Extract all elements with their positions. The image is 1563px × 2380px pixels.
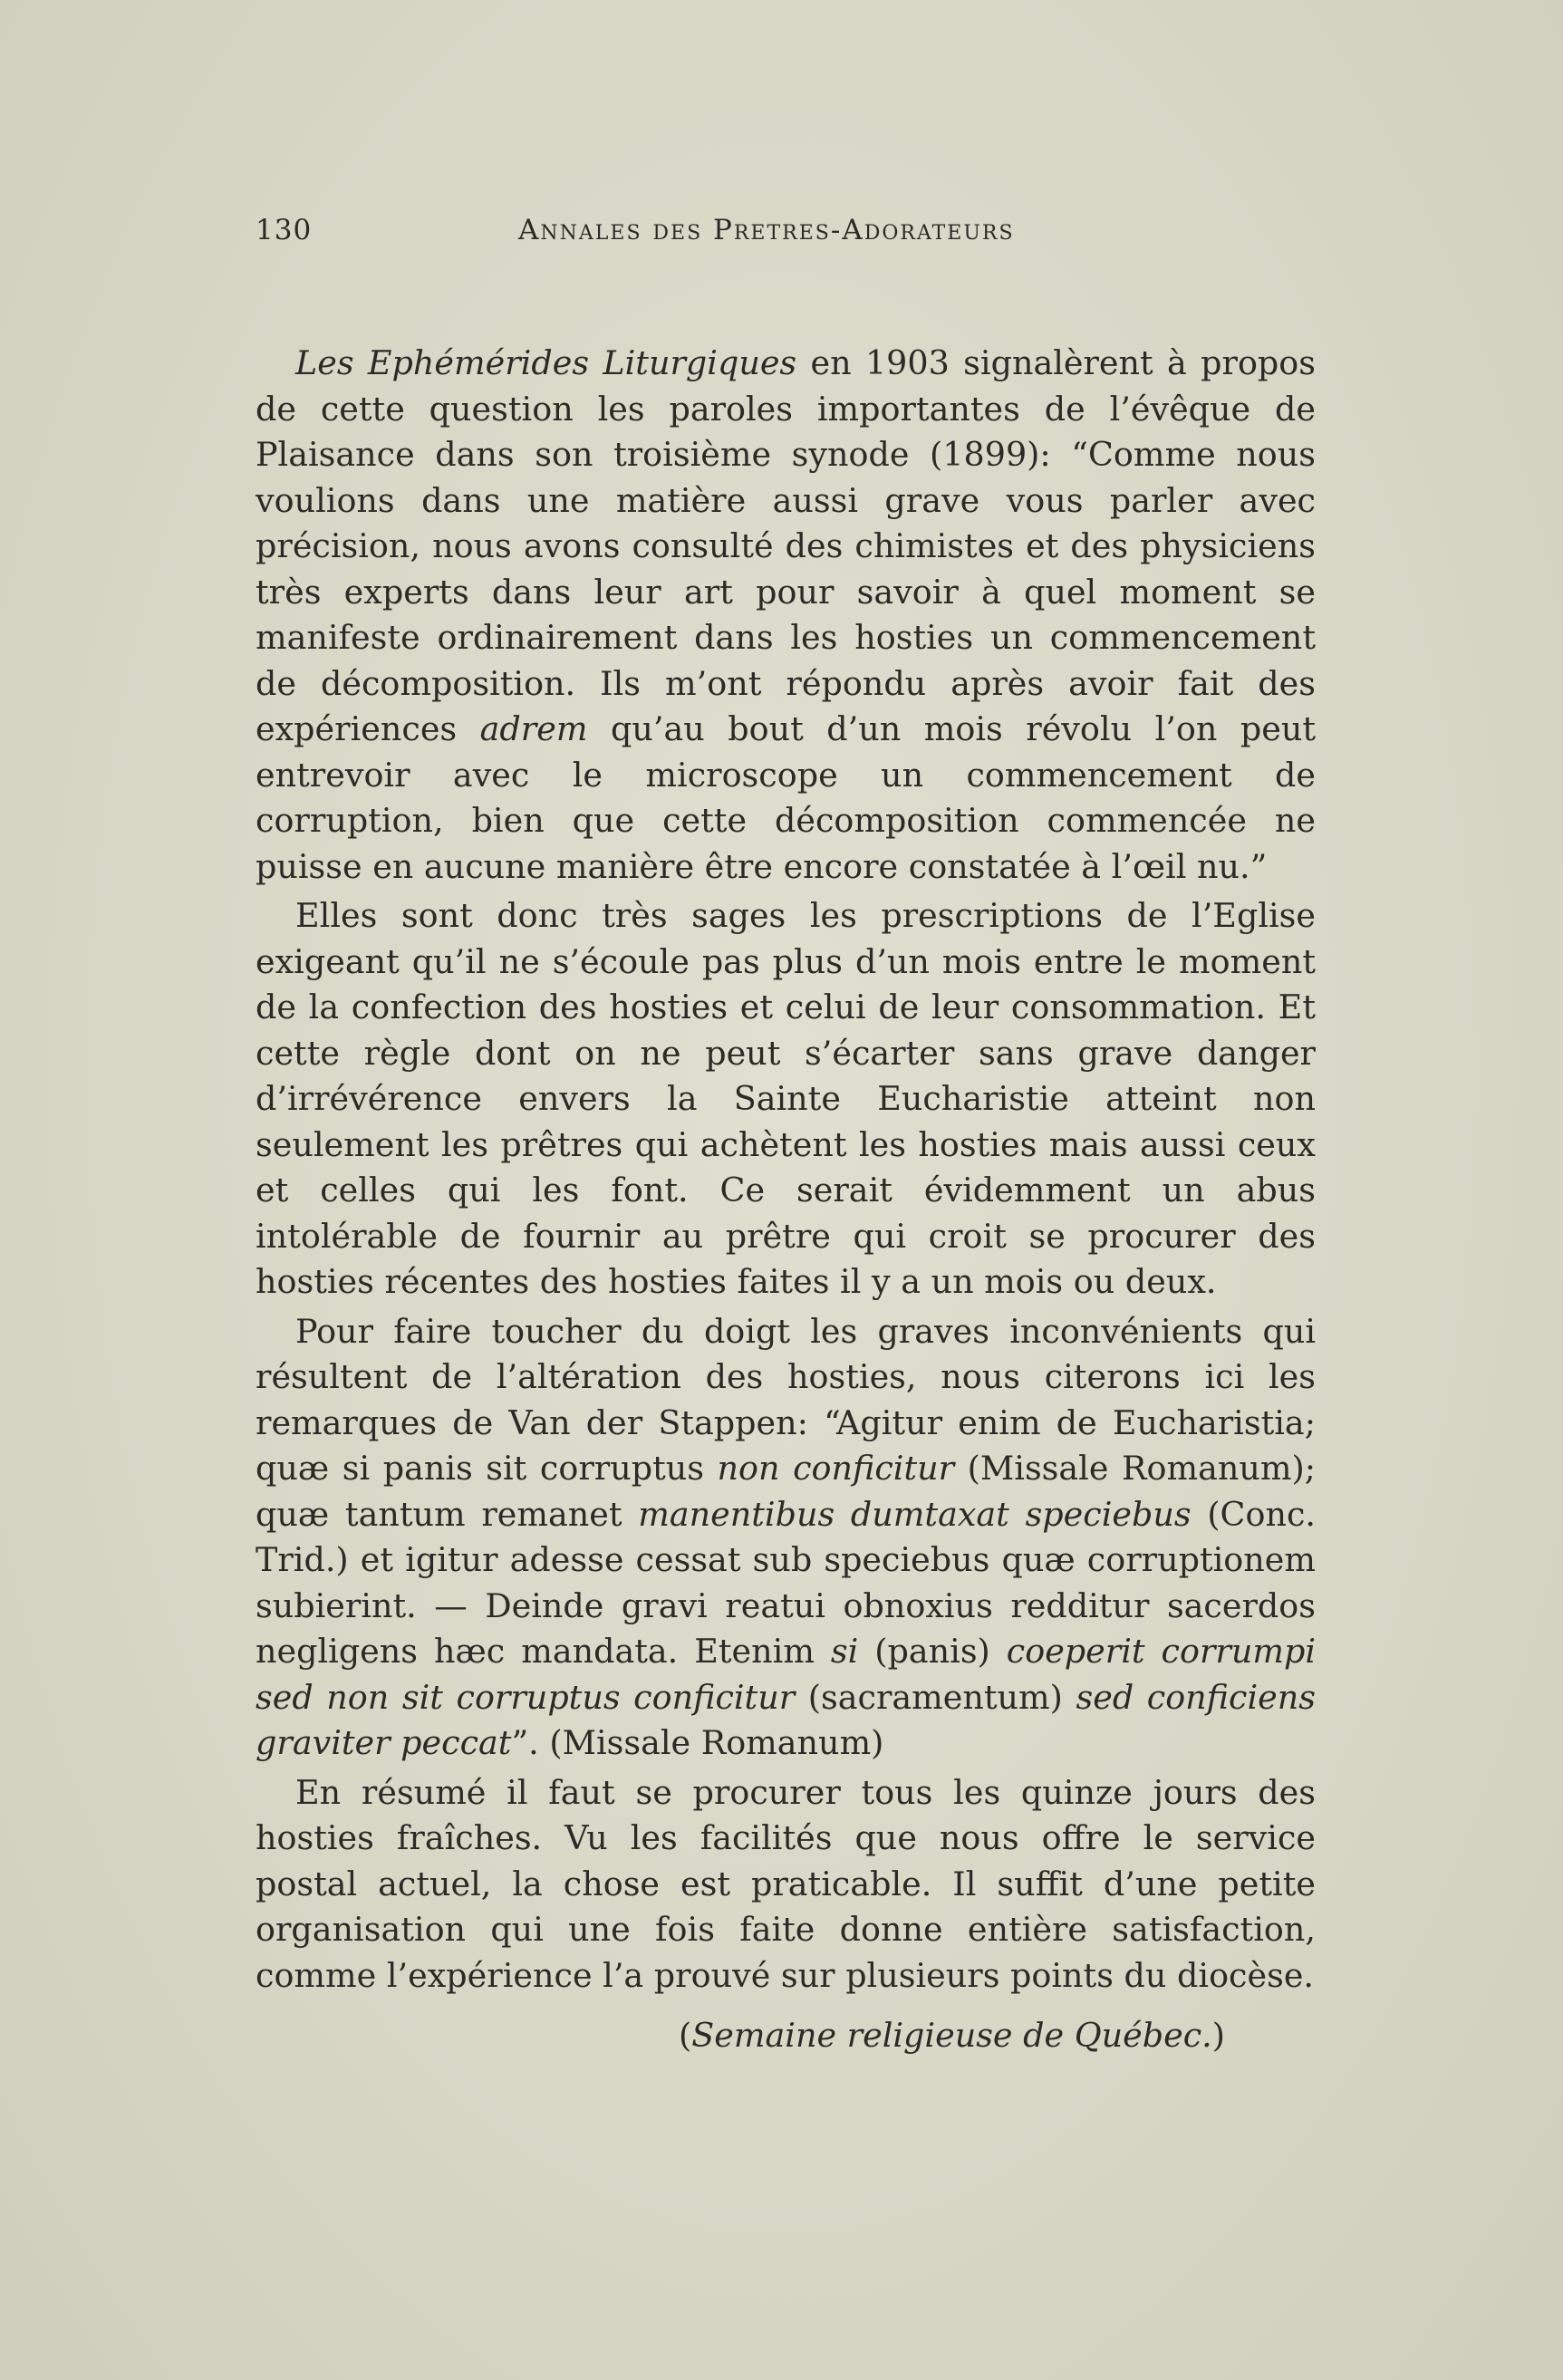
running-head: Annales des Pretres-Adorateurs bbox=[518, 214, 1015, 246]
text-segment: ”. (Missale Romanum) bbox=[511, 1723, 884, 1762]
text-segment: (panis) bbox=[858, 1632, 1007, 1671]
text-segment: coeperit corrumpi sed non sit corruptus conficitur bbox=[256, 1632, 1316, 1717]
paragraph-3 bbox=[256, 1309, 1316, 1767]
page-number: 130 bbox=[256, 214, 313, 246]
text-segment: (Missale Romanum); quæ tantum remanet bbox=[256, 1449, 1316, 1534]
text-segment: non conficitur bbox=[717, 1449, 955, 1488]
text-segment: en 1903 signalèrent à propos de cette question les paroles importantes de l’évêque de Plaisance dans son troisième synode (1899): “Comme nous voulions dans une matière aussi grave vous parler avec précision, nous avons consulté des chimistes et des physiciens très experts dans leur art pour savoir à quel moment se manifeste ordinairement dans les hosties un commencement de décomposition. Ils m’ont répondu après avoir fait des expériences bbox=[256, 343, 1316, 748]
text-segment: si bbox=[830, 1632, 859, 1671]
text-segment: qu’au bout d’un mois révolu l’on peut entrevoir avec le microscope un commencement de corruption, bien que cette décomposition commencée ne puisse en aucune manière être encore constatée à l’œil nu.” bbox=[256, 709, 1316, 886]
paragraph-4 bbox=[256, 1770, 1316, 1999]
text-segment: Elles sont donc très sages les prescriptions de l’Eglise exigeant qu’il ne s’écoule pas plus d’un mois entre le moment de la confection des hosties et celui de leur consommation. Et cette règle dont on ne peut s’écarter sans grave danger d’irrévérence envers la Sainte Eucharistie atteint non seulement les prêtres qui achètent les hosties mais aussi ceux et celles qui les font. Ce serait évidemment un abus intolérable de fournir au prêtre qui croit se procurer des hosties récentes des hosties faites il y a un mois ou deux. bbox=[256, 896, 1316, 1301]
text-segment: manentibus dumtaxat speciebus bbox=[638, 1494, 1192, 1534]
text-segment: Les Ephémérides Liturgiques bbox=[295, 343, 797, 382]
body-text bbox=[256, 341, 1316, 2059]
source-citation bbox=[256, 2013, 1316, 2059]
text-segment: (Conc. Trid.) et igitur adesse cessat sub speciebus quæ corruptionem subierint. — Deinde gravi reatui obnoxius redditur sacerdos negligens hæc mandata. Etenim bbox=[256, 1494, 1317, 1671]
text-segment: (sacramentum) bbox=[795, 1677, 1076, 1717]
text-segment: adrem bbox=[479, 709, 588, 748]
paragraph-1 bbox=[256, 341, 1316, 890]
text-segment: En résumé il faut se procurer tous les quinze jours des hosties fraîches. Vu les facilités que nous offre le service postal actuel, la chose est praticable. Il suffit d’une petite organisation qui une fois faite donne entière satisfaction, comme l’expérience l’a prouvé sur plusieurs points du diocèse. bbox=[256, 1772, 1316, 1995]
paragraph-2 bbox=[256, 893, 1316, 1306]
page-header bbox=[256, 214, 1316, 254]
citation-open-paren: ( bbox=[679, 2016, 692, 2055]
citation-source: Semaine religieuse de Québec. bbox=[691, 2016, 1212, 2055]
text-segment: Pour faire toucher du doigt les graves inconvénients qui résultent de l’altération des hosties, nous citerons ici les remarques de Van der Stappen: “Agitur enim de Eucharistia; quæ si panis sit corruptus bbox=[256, 1311, 1316, 1488]
text-segment: sed conficiens graviter peccat bbox=[256, 1677, 1316, 1762]
citation-close-paren: ) bbox=[1211, 2016, 1225, 2055]
